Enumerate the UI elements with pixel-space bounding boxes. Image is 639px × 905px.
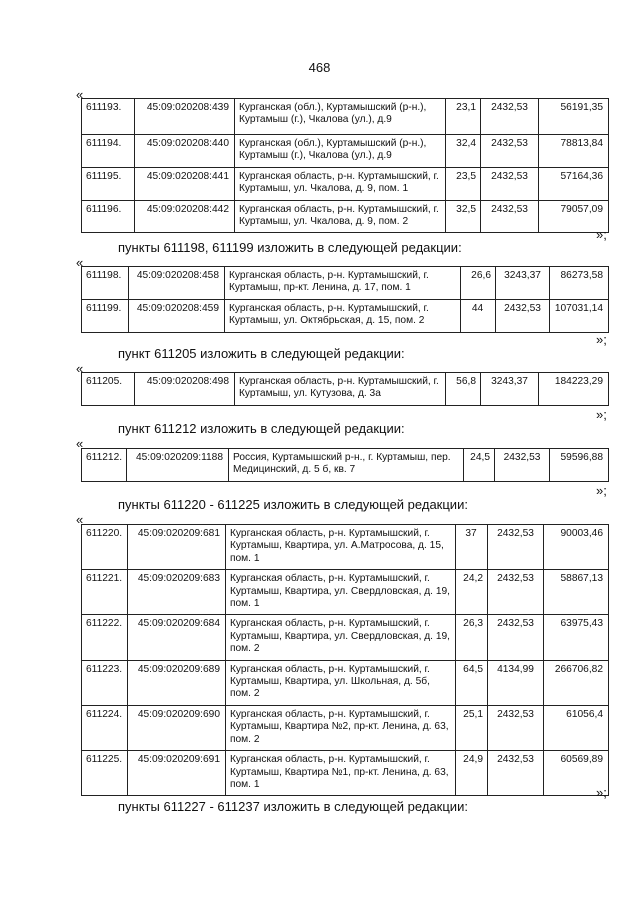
address: Курганская область, р-н. Куртамышский, г. Куртамыш, Квартира, ул. Свердловская, д. 19, пом. 1 bbox=[226, 570, 456, 615]
item-number: 611222. bbox=[82, 615, 128, 660]
cadastral-number: 45:09:020209:681 bbox=[128, 525, 226, 570]
total-value: 57164,36 bbox=[539, 167, 609, 200]
unit-price: 2432,53 bbox=[488, 751, 544, 796]
table-row bbox=[82, 299, 609, 332]
cadastral-number: 45:09:020208:459 bbox=[129, 299, 225, 332]
unit-price: 2432,53 bbox=[488, 525, 544, 570]
amendment-heading: пункт 611205 изложить в следующей редакции: bbox=[118, 346, 405, 361]
address: Курганская область, р-н. Куртамышский, г. Куртамыш, Квартира №1, пр-кт. Ленина, д. 63, пом. 1 bbox=[226, 751, 456, 796]
cadastral-number: 45:09:020209:1188 bbox=[127, 449, 229, 482]
cadastral-number: 45:09:020209:683 bbox=[128, 570, 226, 615]
unit-price: 3243,37 bbox=[481, 373, 539, 406]
item-number: 611212. bbox=[82, 449, 127, 482]
area: 37 bbox=[456, 525, 488, 570]
unit-price: 2432,53 bbox=[488, 615, 544, 660]
address: Курганская область, р-н. Куртамышский, г. Куртамыш, пр-кт. Ленина, д. 17, пом. 1 bbox=[225, 267, 461, 300]
area: 64,5 bbox=[456, 660, 488, 705]
amendment-heading: пункт 611212 изложить в следующей редакции: bbox=[118, 421, 405, 436]
total-value: 90003,46 bbox=[544, 525, 609, 570]
item-number: 611198. bbox=[82, 267, 129, 300]
address: Курганская область, р-н. Куртамышский, г. Куртамыш, ул. Октябрьская, д. 15, пом. 2 bbox=[225, 299, 461, 332]
area: 32,5 bbox=[446, 200, 481, 233]
item-number: 611194. bbox=[82, 135, 135, 168]
cadastral-number: 45:09:020209:684 bbox=[128, 615, 226, 660]
address: Курганская (обл.), Куртамышский (р-н.), Куртамыш (г.), Чкалова (ул.), д.9 bbox=[235, 135, 446, 168]
cadastral-number: 45:09:020208:498 bbox=[135, 373, 235, 406]
area: 23,5 bbox=[446, 167, 481, 200]
cadastral-number: 45:09:020208:441 bbox=[135, 167, 235, 200]
item-number: 611225. bbox=[82, 751, 128, 796]
unit-price: 2432,53 bbox=[488, 705, 544, 750]
property-table bbox=[81, 524, 609, 796]
amendment-heading: пункты 611198, 611199 изложить в следующей редакции: bbox=[118, 240, 462, 255]
amendment-heading: пункты 611227 - 611237 изложить в следующей редакции: bbox=[118, 799, 468, 814]
opening-quote: « bbox=[76, 361, 84, 376]
total-value: 56191,35 bbox=[539, 99, 609, 135]
table-row bbox=[82, 615, 609, 660]
address: Курганская область, р-н. Куртамышский, г. Куртамыш, ул. Чкалова, д. 9, пом. 2 bbox=[235, 200, 446, 233]
table-row bbox=[82, 267, 609, 300]
address: Курганская область, р-н. Куртамышский, г. Куртамыш, Квартира, ул. Свердловская, д. 19, пом. 2 bbox=[226, 615, 456, 660]
table-row bbox=[82, 525, 609, 570]
area: 24,2 bbox=[456, 570, 488, 615]
unit-price: 2432,53 bbox=[495, 449, 550, 482]
unit-price: 2432,53 bbox=[488, 570, 544, 615]
total-value: 63975,43 bbox=[544, 615, 609, 660]
total-value: 79057,09 bbox=[539, 200, 609, 233]
cadastral-number: 45:09:020209:691 bbox=[128, 751, 226, 796]
item-number: 611221. bbox=[82, 570, 128, 615]
item-number: 611205. bbox=[82, 373, 135, 406]
table-row bbox=[82, 705, 609, 750]
address: Курганская область, р-н. Куртамышский, г. Куртамыш, Квартира, ул. А.Матросова, д. 15, пом. 1 bbox=[226, 525, 456, 570]
unit-price: 4134,99 bbox=[488, 660, 544, 705]
page-number: 468 bbox=[308, 60, 331, 75]
table-row bbox=[82, 570, 609, 615]
area: 44 bbox=[461, 299, 496, 332]
address: Курганская область, р-н. Куртамышский, г. Куртамыш, ул. Кутузова, д. 3а bbox=[235, 373, 446, 406]
address: Курганская область, р-н. Куртамышский, г. Куртамыш, Квартира, ул. Школьная, д. 5б, пом. 2 bbox=[226, 660, 456, 705]
unit-price: 3243,37 bbox=[496, 267, 550, 300]
table-row bbox=[82, 99, 609, 135]
total-value: 266706,82 bbox=[544, 660, 609, 705]
address: Курганская (обл.), Куртамышский (р-н.), Куртамыш (г.), Чкалова (ул.), д.9 bbox=[235, 99, 446, 135]
total-value: 58867,13 bbox=[544, 570, 609, 615]
area: 24,5 bbox=[464, 449, 495, 482]
cadastral-number: 45:09:020208:458 bbox=[129, 267, 225, 300]
item-number: 611223. bbox=[82, 660, 128, 705]
cadastral-number: 45:09:020208:439 bbox=[135, 99, 235, 135]
table-row bbox=[82, 449, 609, 482]
total-value: 107031,14 bbox=[550, 299, 609, 332]
total-value: 59596,88 bbox=[550, 449, 609, 482]
cadastral-number: 45:09:020208:442 bbox=[135, 200, 235, 233]
item-number: 611199. bbox=[82, 299, 129, 332]
opening-quote: « bbox=[76, 512, 84, 527]
total-value: 86273,58 bbox=[550, 267, 609, 300]
table-row bbox=[82, 200, 609, 233]
item-number: 611196. bbox=[82, 200, 135, 233]
total-value: 184223,29 bbox=[539, 373, 609, 406]
table-row bbox=[82, 167, 609, 200]
closing-quote: »; bbox=[596, 483, 607, 498]
property-table bbox=[81, 98, 609, 233]
area: 26,6 bbox=[461, 267, 496, 300]
total-value: 60569,89 bbox=[544, 751, 609, 796]
item-number: 611195. bbox=[82, 167, 135, 200]
item-number: 611224. bbox=[82, 705, 128, 750]
address: Курганская область, р-н. Куртамышский, г. Куртамыш, Квартира №2, пр-кт. Ленина, д. 63, пом. 2 bbox=[226, 705, 456, 750]
item-number: 611193. bbox=[82, 99, 135, 135]
area: 56,8 bbox=[446, 373, 481, 406]
area: 26,3 bbox=[456, 615, 488, 660]
area: 25,1 bbox=[456, 705, 488, 750]
unit-price: 2432,53 bbox=[481, 167, 539, 200]
unit-price: 2432,53 bbox=[481, 135, 539, 168]
area: 32,4 bbox=[446, 135, 481, 168]
closing-quote: »; bbox=[596, 332, 607, 347]
area: 23,1 bbox=[446, 99, 481, 135]
property-table bbox=[81, 448, 609, 482]
opening-quote: « bbox=[76, 436, 84, 451]
property-table bbox=[81, 372, 609, 406]
area: 24,9 bbox=[456, 751, 488, 796]
table-row bbox=[82, 135, 609, 168]
total-value: 61056,4 bbox=[544, 705, 609, 750]
cadastral-number: 45:09:020209:689 bbox=[128, 660, 226, 705]
opening-quote: « bbox=[76, 87, 84, 102]
total-value: 78813,84 bbox=[539, 135, 609, 168]
property-table bbox=[81, 266, 609, 333]
unit-price: 2432,53 bbox=[481, 99, 539, 135]
closing-quote: »; bbox=[596, 785, 607, 800]
opening-quote: « bbox=[76, 255, 84, 270]
amendment-heading: пункты 611220 - 611225 изложить в следующей редакции: bbox=[118, 497, 468, 512]
cadastral-number: 45:09:020208:440 bbox=[135, 135, 235, 168]
unit-price: 2432,53 bbox=[496, 299, 550, 332]
cadastral-number: 45:09:020209:690 bbox=[128, 705, 226, 750]
table-row bbox=[82, 373, 609, 406]
unit-price: 2432,53 bbox=[481, 200, 539, 233]
item-number: 611220. bbox=[82, 525, 128, 570]
table-row bbox=[82, 660, 609, 705]
closing-quote: »; bbox=[596, 227, 607, 242]
closing-quote: »; bbox=[596, 407, 607, 422]
address: Россия, Куртамышский р-н., г. Куртамыш, пер. Медицинский, д. 5 б, кв. 7 bbox=[229, 449, 464, 482]
table-row bbox=[82, 751, 609, 796]
address: Курганская область, р-н. Куртамышский, г. Куртамыш, ул. Чкалова, д. 9, пом. 1 bbox=[235, 167, 446, 200]
